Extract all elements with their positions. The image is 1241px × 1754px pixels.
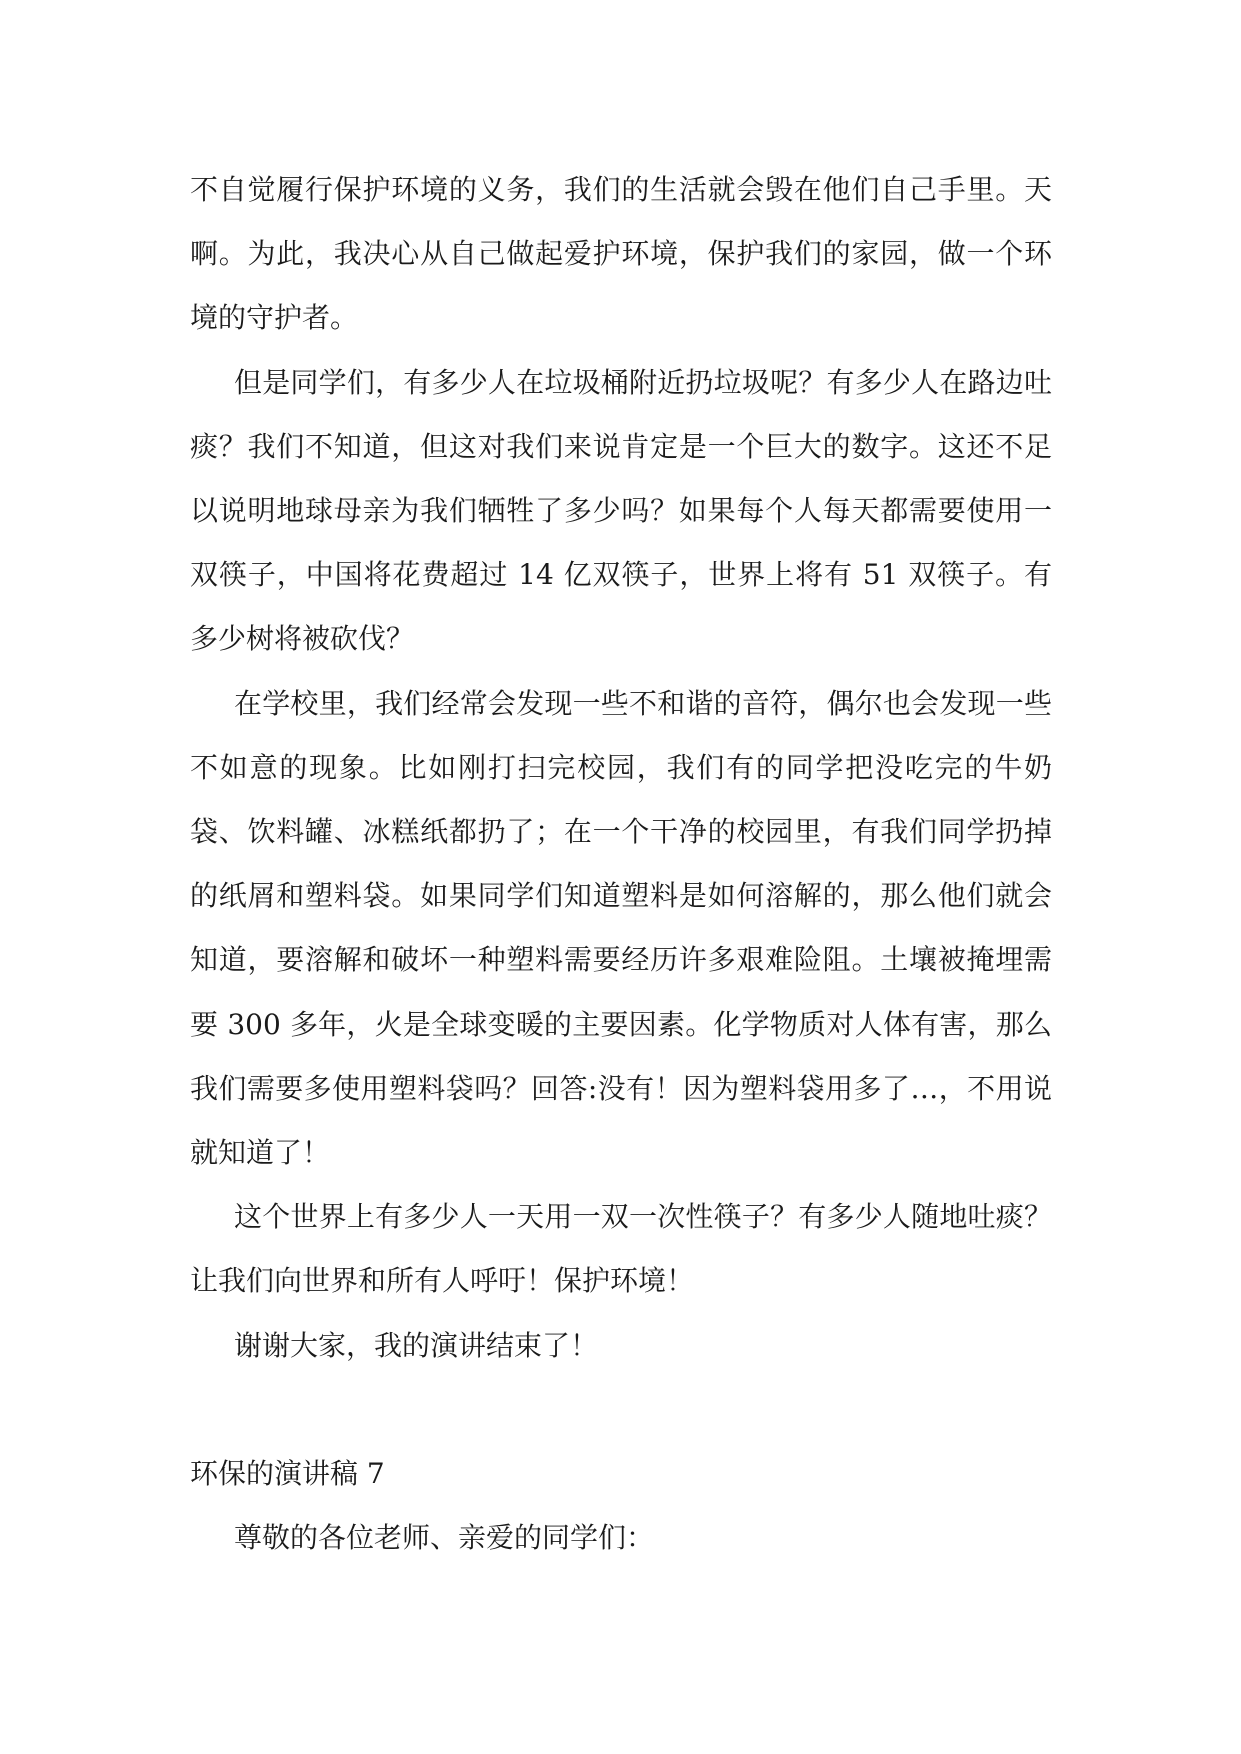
- paragraph-5-closing: 谢谢大家，我的演讲结束了！: [234, 1328, 599, 1362]
- section-title: 环保的演讲稿 7: [190, 1457, 385, 1491]
- document-body: [190, 158, 1052, 1570]
- paragraph-3: 在学校里，我们经常会发现一些不和谐的音符，偶尔也会发现一些不如意的现象。比如刚打扫完校园，我们有的同学把没吃完的牛奶袋、饮料罐、冰糕纸都扔了；在一个干净的校园里，有我们同学扔掉的纸屑和塑料袋。如果同学们知道塑料是如何溶解的，那么他们就会知道，要溶解和破坏一种塑料需要经历许多艰难险阻。土壤被掩埋需要 300 多年，火是全球变暖的主要因素。化学物质对人体有害，那么我们需要多使用塑料袋吗？回答:没有！因为塑料袋用多了…，不用说就知道了！: [190, 686, 1052, 1170]
- paragraph-4: 这个世界上有多少人一天用一双一次性筷子？有多少人随地吐痰？让我们向世界和所有人呼吁！保护环境！: [190, 1200, 1052, 1298]
- paragraph-2: 但是同学们，有多少人在垃圾桶附近扔垃圾呢？有多少人在路边吐痰？我们不知道，但这对我们来说肯定是一个巨大的数字。这还不足以说明地球母亲为我们牺牲了多少吗？如果每个人每天都需要使用一双筷子，中国将花费超过 14 亿双筷子，世界上将有 51 双筷子。有多少树将被砍伐？: [190, 365, 1052, 656]
- salutation: 尊敬的各位老师、亲爱的同学们：: [234, 1521, 655, 1555]
- section-spacer: [190, 1378, 1052, 1442]
- paragraph-1: 不自觉履行保护环境的义务，我们的生活就会毁在他们自己手里。天啊。为此，我决心从自己做起爱护环境，保护我们的家园，做一个环境的守护者。: [190, 173, 1052, 335]
